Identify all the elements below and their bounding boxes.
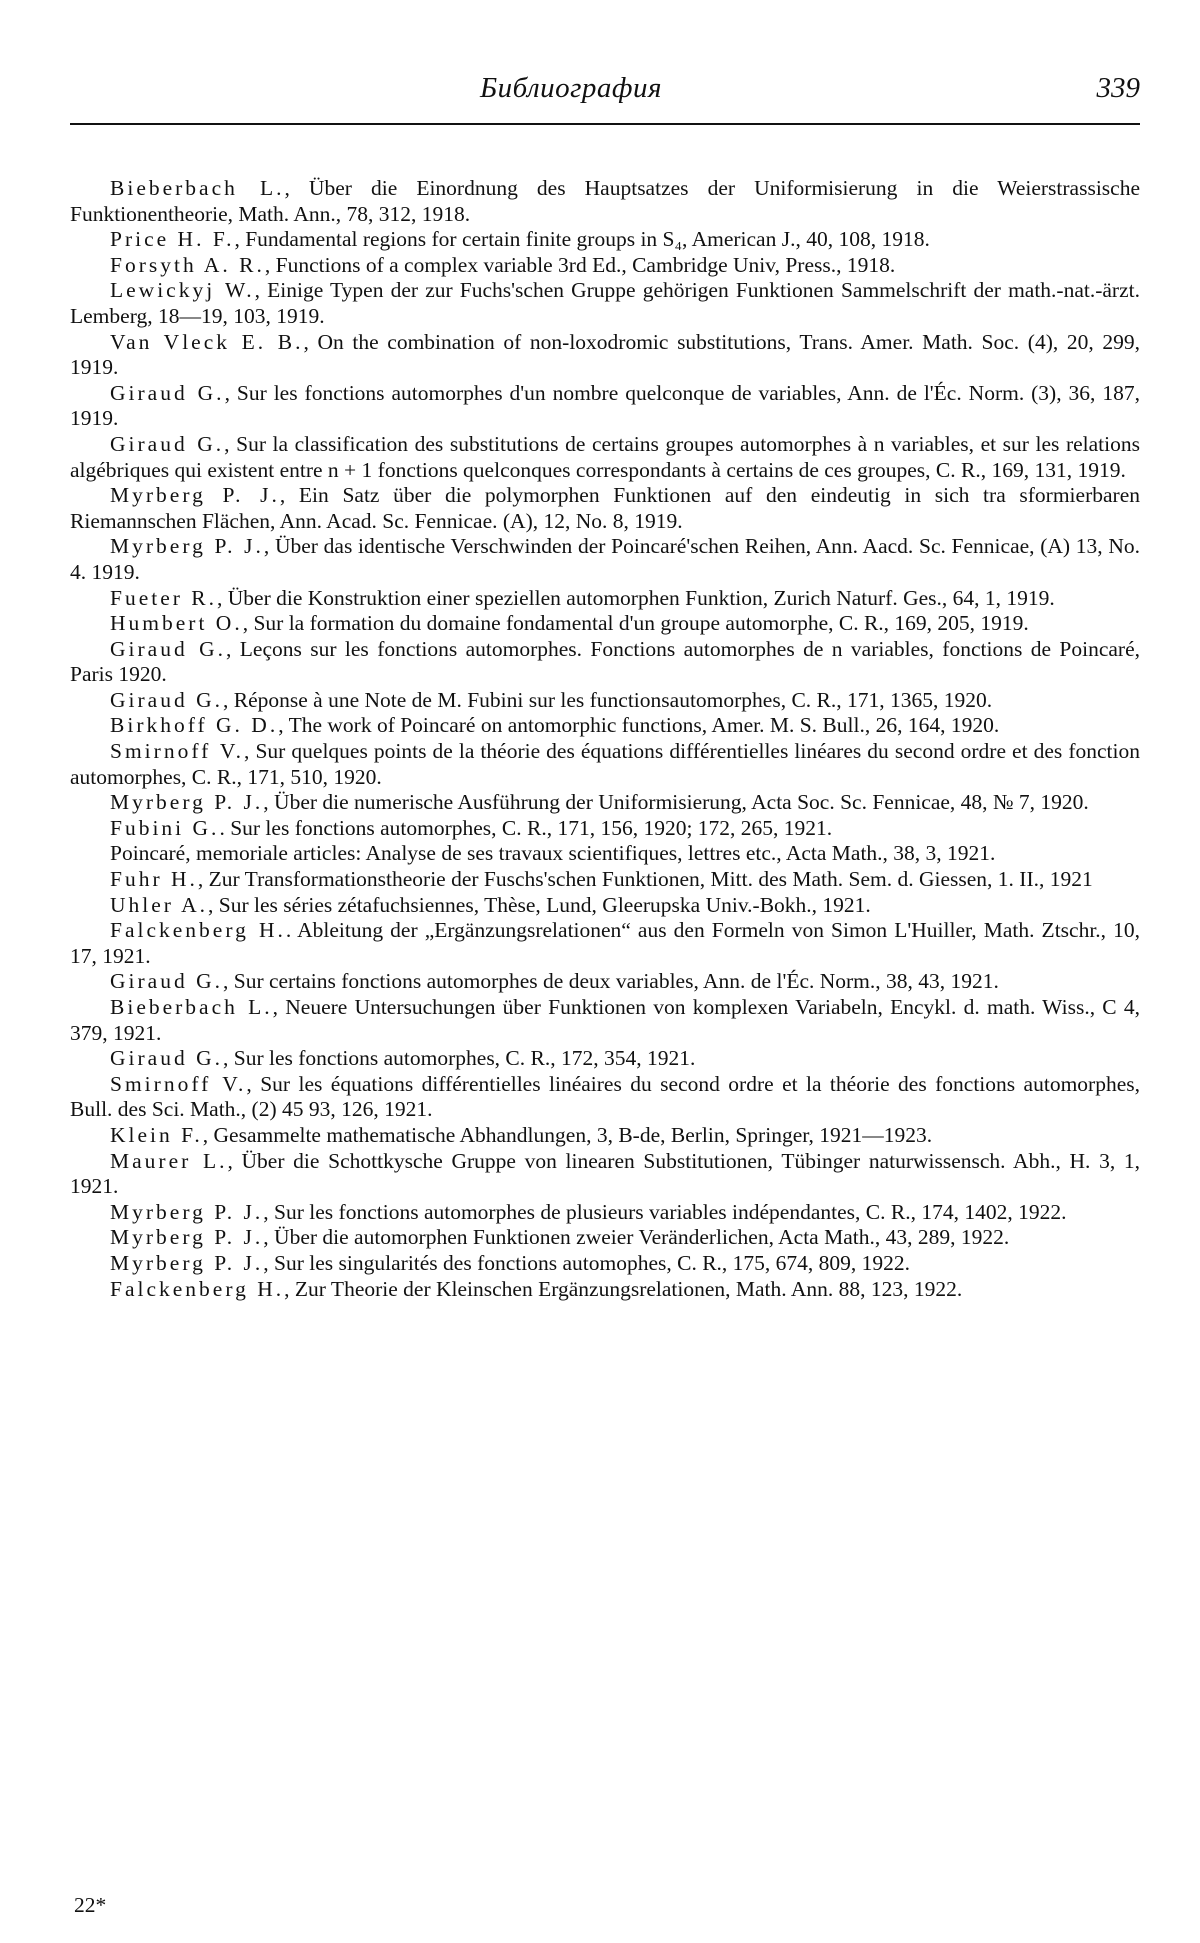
entry-author: Fueter R. [110,585,218,610]
page-number: 339 [1096,72,1140,104]
entry-author: Giraud G. [110,431,225,456]
entry-author: Myrberg P. J. [110,534,264,559]
entry-text: , Sur les fonctions automorphes de plusieurs variables indépendantes, C. R., 174, 1402, 1922. [263,1199,1067,1224]
entry-text: , Über die automorphen Funktionen zweier Veränderlichen, Acta Math., 43, 289, 1922. [263,1225,1010,1250]
bibliography-entry [70,534,1140,585]
page-header [70,52,1140,112]
bibliography-entry [70,278,1140,329]
bibliography-entry [70,637,1140,688]
bibliography-entry [70,1277,1140,1303]
entry-author: Van Vleck E. B. [110,329,304,354]
bibliography-list [70,176,1140,1302]
entry-text: , On the combination of non-loxodromic substitutions, Trans. Amer. Math. Soc. (4), 20, 299, 1919. [70,329,1140,380]
entry-author: Bieberbach L. [110,176,285,200]
entry-author: Myrberg P. J. [110,1225,264,1250]
bibliography-entry [70,713,1140,739]
entry-author: Uhler A. [110,892,209,917]
entry-text: , Sur certains fonctions automorphes de deux variables, Ann. de l'Éc. Norm., 38, 43, 1921. [222,969,999,994]
bibliography-entry [70,969,1140,995]
entry-author: Maurer L. [110,1148,228,1173]
bibliography-entry [70,483,1140,534]
entry-text: , Sur la classification des substitutions de certains groupes automorphes à n variables, et sur les relations algébriques qui existent entre n + 1 fonctions quelconques correspondants à certains de ces groupes, C. R., 169, 131, 1919. [70,431,1140,482]
entry-author: Forsyth A. R. [110,252,265,277]
book-page [70,0,1140,1943]
bibliography-entry [70,841,1140,867]
entry-text: , Sur les séries zétafuchsiennes, Thèse, Lund, Gleerupska Univ.-Bokh., 1921. [208,892,871,917]
entry-text: , The work of Poincaré on antomorphic functions, Amer. M. S. Bull., 26, 164, 1920. [278,713,1000,738]
bibliography-entry [70,790,1140,816]
entry-author: Giraud G. [110,969,223,994]
bibliography-entry [70,586,1140,612]
entry-author: Smirnoff V. [110,739,245,764]
entry-author: Klein F. [110,1122,203,1147]
entry-text: , Sur les singularités des fonctions automophes, C. R., 175, 674, 809, 1922. [263,1250,911,1275]
entry-author: Bieberbach L. [110,995,273,1019]
entry-author: Birkhoff G. D. [110,713,279,738]
bibliography-entry [70,1225,1140,1251]
entry-author: Price H. F. [110,227,235,252]
bibliography-entry [70,432,1140,483]
bibliography-entry [70,1072,1140,1123]
entry-author: Falckenberg H. [110,918,286,943]
bibliography-entry [70,688,1140,714]
entry-text: , Sur quelques points de la théorie des équations différentielles linéares du second ordre et des fonction automorphes, C. R., 171, 510, 1920. [70,739,1140,789]
bibliography-entry [70,381,1140,432]
entry-text: , Neuere Untersuchungen über Funktionen von komplexen Variabeln, Encykl. d. math. Wiss., C 4, 379, 1921. [70,995,1140,1045]
entry-text: , Über die Einordnung des Hauptsatzes der Uniformisierung in die Weierstrassische Funktionentheorie, Math. Ann., 78, 312, 1918. [70,176,1141,226]
entry-text: , Ein Satz über die polymorphen Funktionen auf den eindeutig in sich tra sformierbaren Riemannschen Flächen, Ann. Acad. Sc. Fennicae. (A), 12, No. 8, 1919. [70,483,1140,533]
entry-author: Fubini G. [110,815,220,840]
entry-text: , Réponse à une Note de M. Fubini sur les functionsautomorphes, C. R., 171, 1365, 1920. [222,687,993,712]
bibliography-entry [70,330,1140,381]
entry-text: , Sur les fonctions automorphes, C. R., 172, 354, 1921. [222,1046,696,1071]
entry-author: Fuhr H. [110,867,198,892]
bibliography-entry [70,1149,1140,1200]
entry-author: Myrberg P. J. [110,1199,264,1224]
bibliography-entry [70,816,1140,842]
entry-text: . Sur les fonctions automorphes, C. R., 171, 156, 1920; 172, 265, 1921. [219,815,833,840]
bibliography-entry [70,995,1140,1046]
entry-text: , Über die Schottkysche Gruppe von linearen Substitutionen, Tübinger naturwissensch. Abh., H. 3, 1, 1921. [70,1148,1141,1199]
running-title: Библиография [480,72,662,104]
bibliography-entry [70,176,1140,227]
entry-text: , Leçons sur les fonctions automorphes. Fonctions automorphes de n variables, fonctions de Poincaré, Paris 1920. [70,636,1140,687]
bibliography-entry [70,739,1140,790]
entry-text: , Einige Typen der zur Fuchs'schen Gruppe gehörigen Funktionen Sammelschrift der math.-nat.-ärzt. Lemberg, 18—19, 103, 1919. [70,278,1140,328]
entry-text: , Zur Transformationstheorie der Fuschs'schen Funktionen, Mitt. des Math. Sem. d. Giessen, 1. II., 1921 [197,867,1093,892]
entry-author: Giraud G. [110,1046,223,1071]
entry-text: , Über die numerische Ausführung der Uniformisierung, Acta Soc. Sc. Fennicae, 48, № 7, 1920. [263,790,1089,815]
bibliography-entry [70,893,1140,919]
entry-text: , Sur les équations différentielles linéaires du second ordre et la théorie des fonctions automorphes, Bull. des Sci. Math., (2) 45 93, 126, 1921. [70,1071,1140,1122]
bibliography-entry [70,1046,1140,1072]
entry-text: , Sur la formation du domaine fondamental d'un groupe automorphe, C. R., 169, 205, 1919. [242,611,1029,636]
entry-text: , Functions of a complex variable 3rd Ed., Cambridge Univ, Press., 1918. [264,252,896,277]
bibliography-entry [70,867,1140,893]
entry-text: , Zur Theorie der Kleinschen Ergänzungsrelationen, Math. Ann. 88, 123, 1922. [284,1276,963,1301]
bibliography-entry [70,1123,1140,1149]
entry-text: . Ableitung der „Ergänzungsrelationen“ aus den Formeln von Simon L'Huiller, Math. Ztschr., 10, 17, 1921. [70,918,1140,968]
signature-mark: 22* [74,1893,107,1917]
entry-text: , Sur les fonctions automorphes d'un nombre quelconque de variables, Ann. de l'Éc. Norm. (3), 36, 187, 1919. [70,380,1140,431]
bibliography-entry [70,1251,1140,1277]
entry-text: , Gesammelte mathematische Abhandlungen, 3, B-de, Berlin, Springer, 1921—1923. [202,1122,933,1147]
entry-text: , Über das identische Verschwinden der Poincaré'schen Reihen, Ann. Aacd. Sc. Fennicae, (A) 13, No. 4. 1919. [70,534,1140,584]
bibliography-entry [70,1200,1140,1226]
bibliography-entry [70,918,1140,969]
entry-author: Myrberg P. J. [110,790,264,815]
entry-text: , Fundamental regions for certain finite groups in S₄, American J., 40, 108, 1918. [234,227,930,252]
header-rule [70,123,1140,125]
entry-text: , Über die Konstruktion einer speziellen automorphen Funktion, Zurich Naturf. Ges., 64, 1, 1919. [217,585,1055,610]
bibliography-entry [70,253,1140,279]
entry-author: Myrberg P. J. [110,483,280,508]
entry-author: Giraud G. [110,380,225,405]
entry-author: Giraud G. [110,636,226,661]
entry-author: Myrberg P. J. [110,1250,264,1275]
entry-author: Lewickyj W. [110,278,255,303]
entry-author: Falckenberg H. [110,1276,285,1301]
bibliography-entry [70,611,1140,637]
bibliography-entry [70,227,1140,253]
entry-author: Smirnoff V. [110,1071,247,1096]
entry-text: Poincaré, memoriale articles: Analyse de ses travaux scientifiques, lettres etc., Acta Math., 38, 3, 1921. [110,841,996,866]
entry-author: Humbert O. [110,611,243,636]
entry-author: Giraud G. [110,687,223,712]
